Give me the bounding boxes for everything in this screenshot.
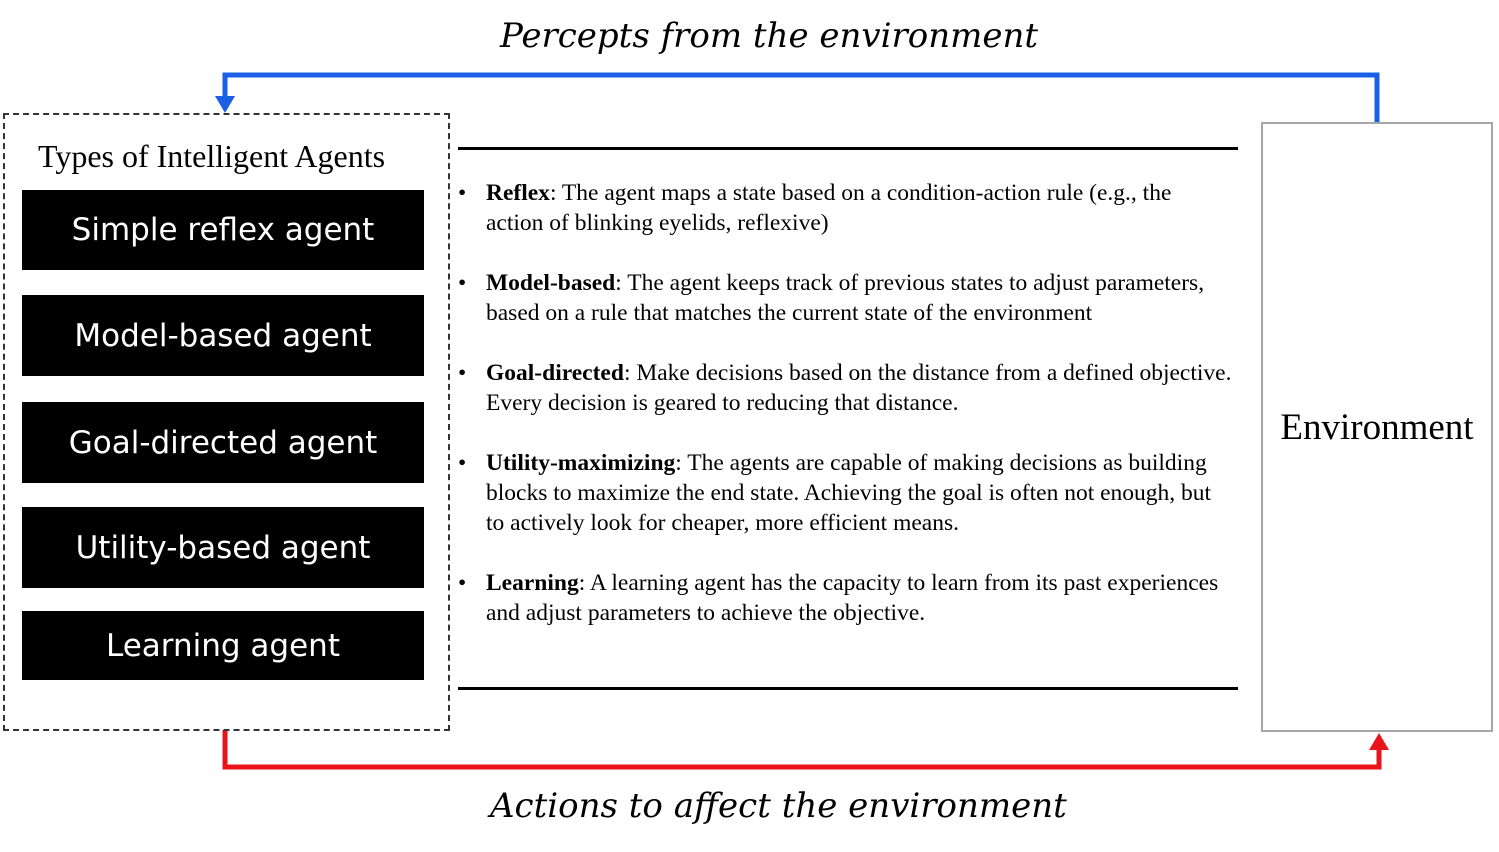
description-item-learning — [458, 568, 1233, 628]
description-term: Utility-maximizing — [486, 450, 676, 476]
description-item-model-based — [458, 268, 1233, 328]
description-item-goal-directed — [458, 358, 1233, 418]
bullet-icon: • — [458, 450, 467, 476]
description-term: Goal-directed — [486, 360, 624, 386]
bullet-icon: • — [458, 570, 467, 596]
agent-types-title: Types of Intelligent Agents — [38, 138, 386, 174]
description-text: : Make decisions based on the distance from a defined objective. Every decision is geared to reducing that distance. — [486, 360, 1232, 416]
description-term: Model-based — [486, 270, 616, 296]
description-text: : The agents are capable of making decisions as building blocks to maximize the end state. Achieving the goal is often not enough, but to actively look for cheaper, more efficient means. — [486, 450, 1212, 536]
description-text: : The agent keeps track of previous states to adjust parameters, based on a rule that matches the current state of the environment — [486, 270, 1205, 326]
agent-type-simple-reflex: Simple reflex agent — [22, 190, 424, 270]
description-term: Reflex — [486, 180, 550, 206]
agent-description-list — [458, 178, 1233, 658]
percept-arrow-head — [215, 96, 235, 113]
agent-type-model-based: Model-based agent — [22, 295, 424, 376]
environment-box — [1261, 122, 1493, 732]
description-item-reflex — [458, 178, 1233, 238]
description-text: : A learning agent has the capacity to learn from its past experiences and adjust parameters to achieve the objective. — [486, 570, 1219, 626]
agent-type-learning: Learning agent — [22, 611, 424, 680]
description-top-rule — [458, 147, 1238, 150]
description-item-utility-maximizing — [458, 448, 1233, 538]
action-arrow-line — [225, 730, 1379, 767]
description-text: : The agent maps a state based on a condition-action rule (e.g., the action of blinking eyelids, reflexive) — [486, 180, 1172, 236]
agent-type-utility-based: Utility-based agent — [22, 507, 424, 588]
actions-label: Actions to affect the environment — [490, 786, 1067, 826]
description-bottom-rule — [458, 687, 1238, 690]
percepts-label: Percepts from the environment — [500, 16, 1039, 56]
environment-label: Environment — [1280, 406, 1474, 448]
bullet-icon: • — [458, 270, 467, 296]
bullet-icon: • — [458, 180, 467, 206]
action-arrow-head — [1369, 733, 1389, 750]
bullet-icon: • — [458, 360, 467, 386]
description-term: Learning — [486, 570, 579, 596]
agent-type-goal-directed: Goal-directed agent — [22, 402, 424, 483]
